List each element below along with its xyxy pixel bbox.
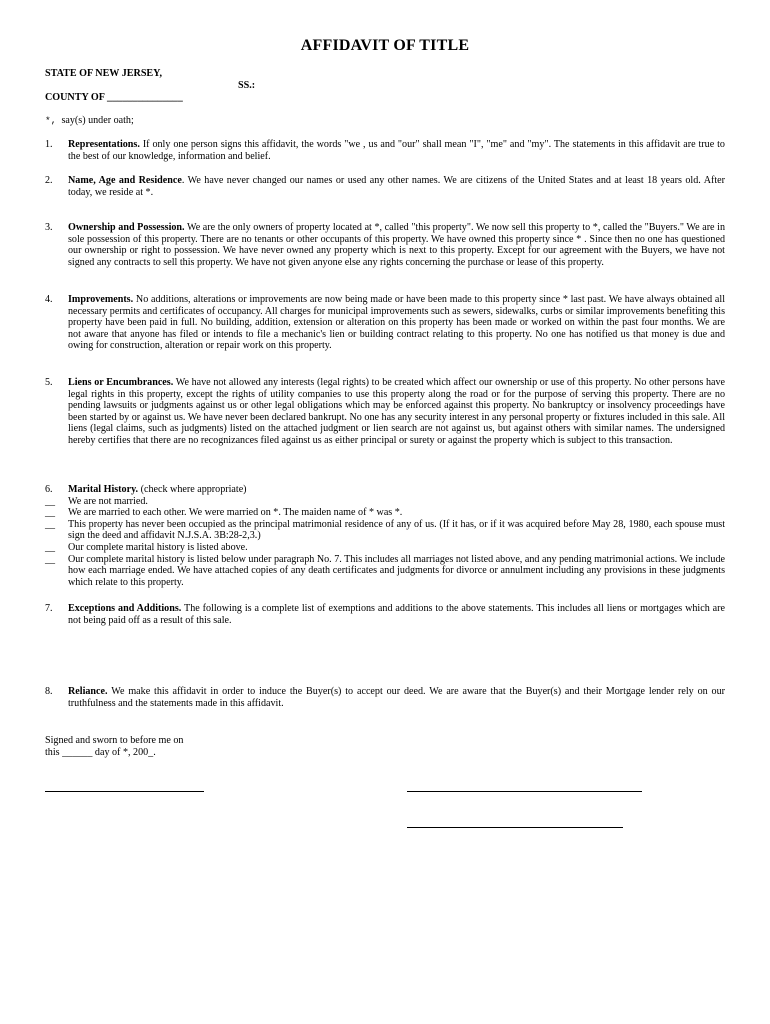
paragraph-3 (45, 222, 725, 268)
checkbox-blank[interactable]: __ (45, 495, 56, 507)
affiant-signature-line-1[interactable] (407, 791, 642, 792)
paragraph-7 (45, 603, 725, 626)
paragraph-2 (45, 175, 725, 198)
affiant-placeholder: *, (45, 115, 57, 126)
option-text: Our complete marital history is listed above. (68, 541, 248, 553)
paragraph-number: 1. (45, 139, 53, 150)
paragraph-number: 7. (45, 603, 53, 614)
paragraph-number: 6. (45, 484, 53, 495)
paragraph-body: We have not allowed any interests (legal rights) to be created which affect our ownership or use of this property. No other persons have legal rights in this property, except the rights of utility companies to use this property along the road or for the purpose of serving this property. There are no pending lawsuits or judgments against us or other legal obligations which may be enforced against this property. No bankruptcy or insolvency proceedings have been started by or against us. We have never been declared bankrupt. No one has any security interest in any personal property or fixtures included in this sale. All liens (legal claims, such as judgments) listed on the attached judgment or lien search are not against us, but against others with similar names. The undersigned hereby certifies that there are no recognizances filed against us as either principal or surety or against the property which is subject to this transaction. (68, 377, 725, 446)
paragraph-body: We make this affidavit in order to induce the Buyer(s) to accept our deed. We are aware that the Buyer(s) and their Mortgage lender rely on our truthfulness and the statements made in this affidavit. (68, 686, 726, 709)
paragraph-body: (check where appropriate) (140, 484, 247, 495)
marital-option-listed-below (45, 554, 725, 589)
option-text: Our complete marital history is listed below under paragraph No. 7. This includes all marriages not listed above, and any pending matrimonial actions. We include how each marriage ended. We have attached copies of any death certificates and judgments for divorce or annulment including any provisions in these judgments which relate to this property. (68, 553, 725, 588)
notary-signature-line[interactable] (45, 791, 204, 792)
checkbox-blank[interactable]: __ (45, 507, 56, 519)
paragraph-body: We are the only owners of property located at *, called "this property". We now sell this property to *, called the "Buyers." We are in sole possession of this property. There are no tenants or other occupants of this property. We have owned this property since * . Since then no one has questioned our ownership or right to possession. We have never owned any property which is next to this property. Except for our agreement with the Buyers, we have not signed any contracts to sell this property. We have not given anyone else any rights concerning the purchase or lease of this property. (68, 222, 725, 268)
venue-county: COUNTY OF _______________ (45, 92, 183, 103)
paragraph-5 (45, 377, 725, 447)
paragraph-heading: Marital History. (68, 484, 139, 495)
option-text: This property has never been occupied as the principal matrimonial residence of any of us. (If it has, or if it was acquired before May 28, 1980, each spouse must sign the deed and affidavit N.J.S.A. 3B:28-2,3.) (68, 518, 725, 542)
paragraph-heading: Reliance. (68, 686, 108, 697)
document-title: AFFIDAVIT OF TITLE (300, 37, 470, 54)
paragraph-heading: Improvements. (68, 294, 134, 305)
option-text: We are not married. (68, 495, 148, 507)
paragraph-heading: Name, Age and Residence (68, 175, 182, 186)
oath-line (45, 115, 134, 127)
paragraph-body: The following is a complete list of exemptions and additions to the above statements. This includes all liens or mortgages which are not being paid off as a result of this sale. (68, 603, 725, 626)
paragraph-number: 8. (45, 686, 53, 697)
paragraph-heading: Liens or Encumbrances. (68, 377, 174, 388)
paragraph-number: 3. (45, 222, 53, 233)
venue-ss: SS.: (238, 80, 256, 91)
paragraph-heading: Representations. (68, 139, 140, 150)
paragraph-heading: Exceptions and Additions. (68, 603, 182, 614)
paragraph-body: No additions, alterations or improvements are now being made or have been made to this property since * last past. We have always obtained all necessary permits and certificates of occupancy. All charges for municipal improvements such as sewers, sidewalks, curbs or similar improvements benefiting this property have been paid in full. No building, addition, extension or alteration on this property has been made or worked on within the past four months. We are not aware that anyone has filed or intends to file a mechanic's lien or building contract relating to this property. No one has notified us that money is due and owing for construction, alteration or repair work on this property. (68, 294, 725, 352)
checkbox-blank[interactable]: __ (45, 553, 56, 565)
checkbox-blank[interactable]: __ (45, 541, 56, 553)
paragraph-number: 2. (45, 175, 53, 186)
affiant-signature-line-2[interactable] (407, 827, 623, 828)
paragraph-8 (45, 686, 725, 709)
marital-option-not-married (45, 496, 725, 508)
paragraph-body: If only one person signs this affidavit, the words "we , us and "our" shall mean "I", "me" and "my". The statements in this affidavit are true to the best of our knowledge, information and belief. (68, 139, 725, 162)
paragraph-body: . We have never changed our names or used any other names. We are citizens of the United States and at least 18 years old. After today, we reside at *. (68, 175, 726, 198)
paragraph-number: 4. (45, 294, 53, 305)
jurat-line-2: this ______ day of *, 200_. (45, 747, 156, 758)
jurat-line-1: Signed and sworn to before me on (45, 735, 184, 746)
marital-option-married (45, 507, 725, 519)
paragraph-number: 5. (45, 377, 53, 388)
paragraph-heading: Ownership and Possession. (68, 222, 185, 233)
option-text: We are married to each other. We were married on *. The maiden name of * was *. (68, 507, 403, 519)
paragraph-6 (45, 484, 725, 588)
marital-option-listed-above (45, 542, 725, 554)
marital-option-not-residence (45, 519, 725, 542)
venue-state: STATE OF NEW JERSEY, (45, 68, 163, 79)
checkbox-blank[interactable]: __ (45, 518, 56, 530)
paragraph-4 (45, 294, 725, 352)
oath-text: say(s) under oath; (61, 115, 134, 126)
paragraph-1 (45, 139, 725, 162)
